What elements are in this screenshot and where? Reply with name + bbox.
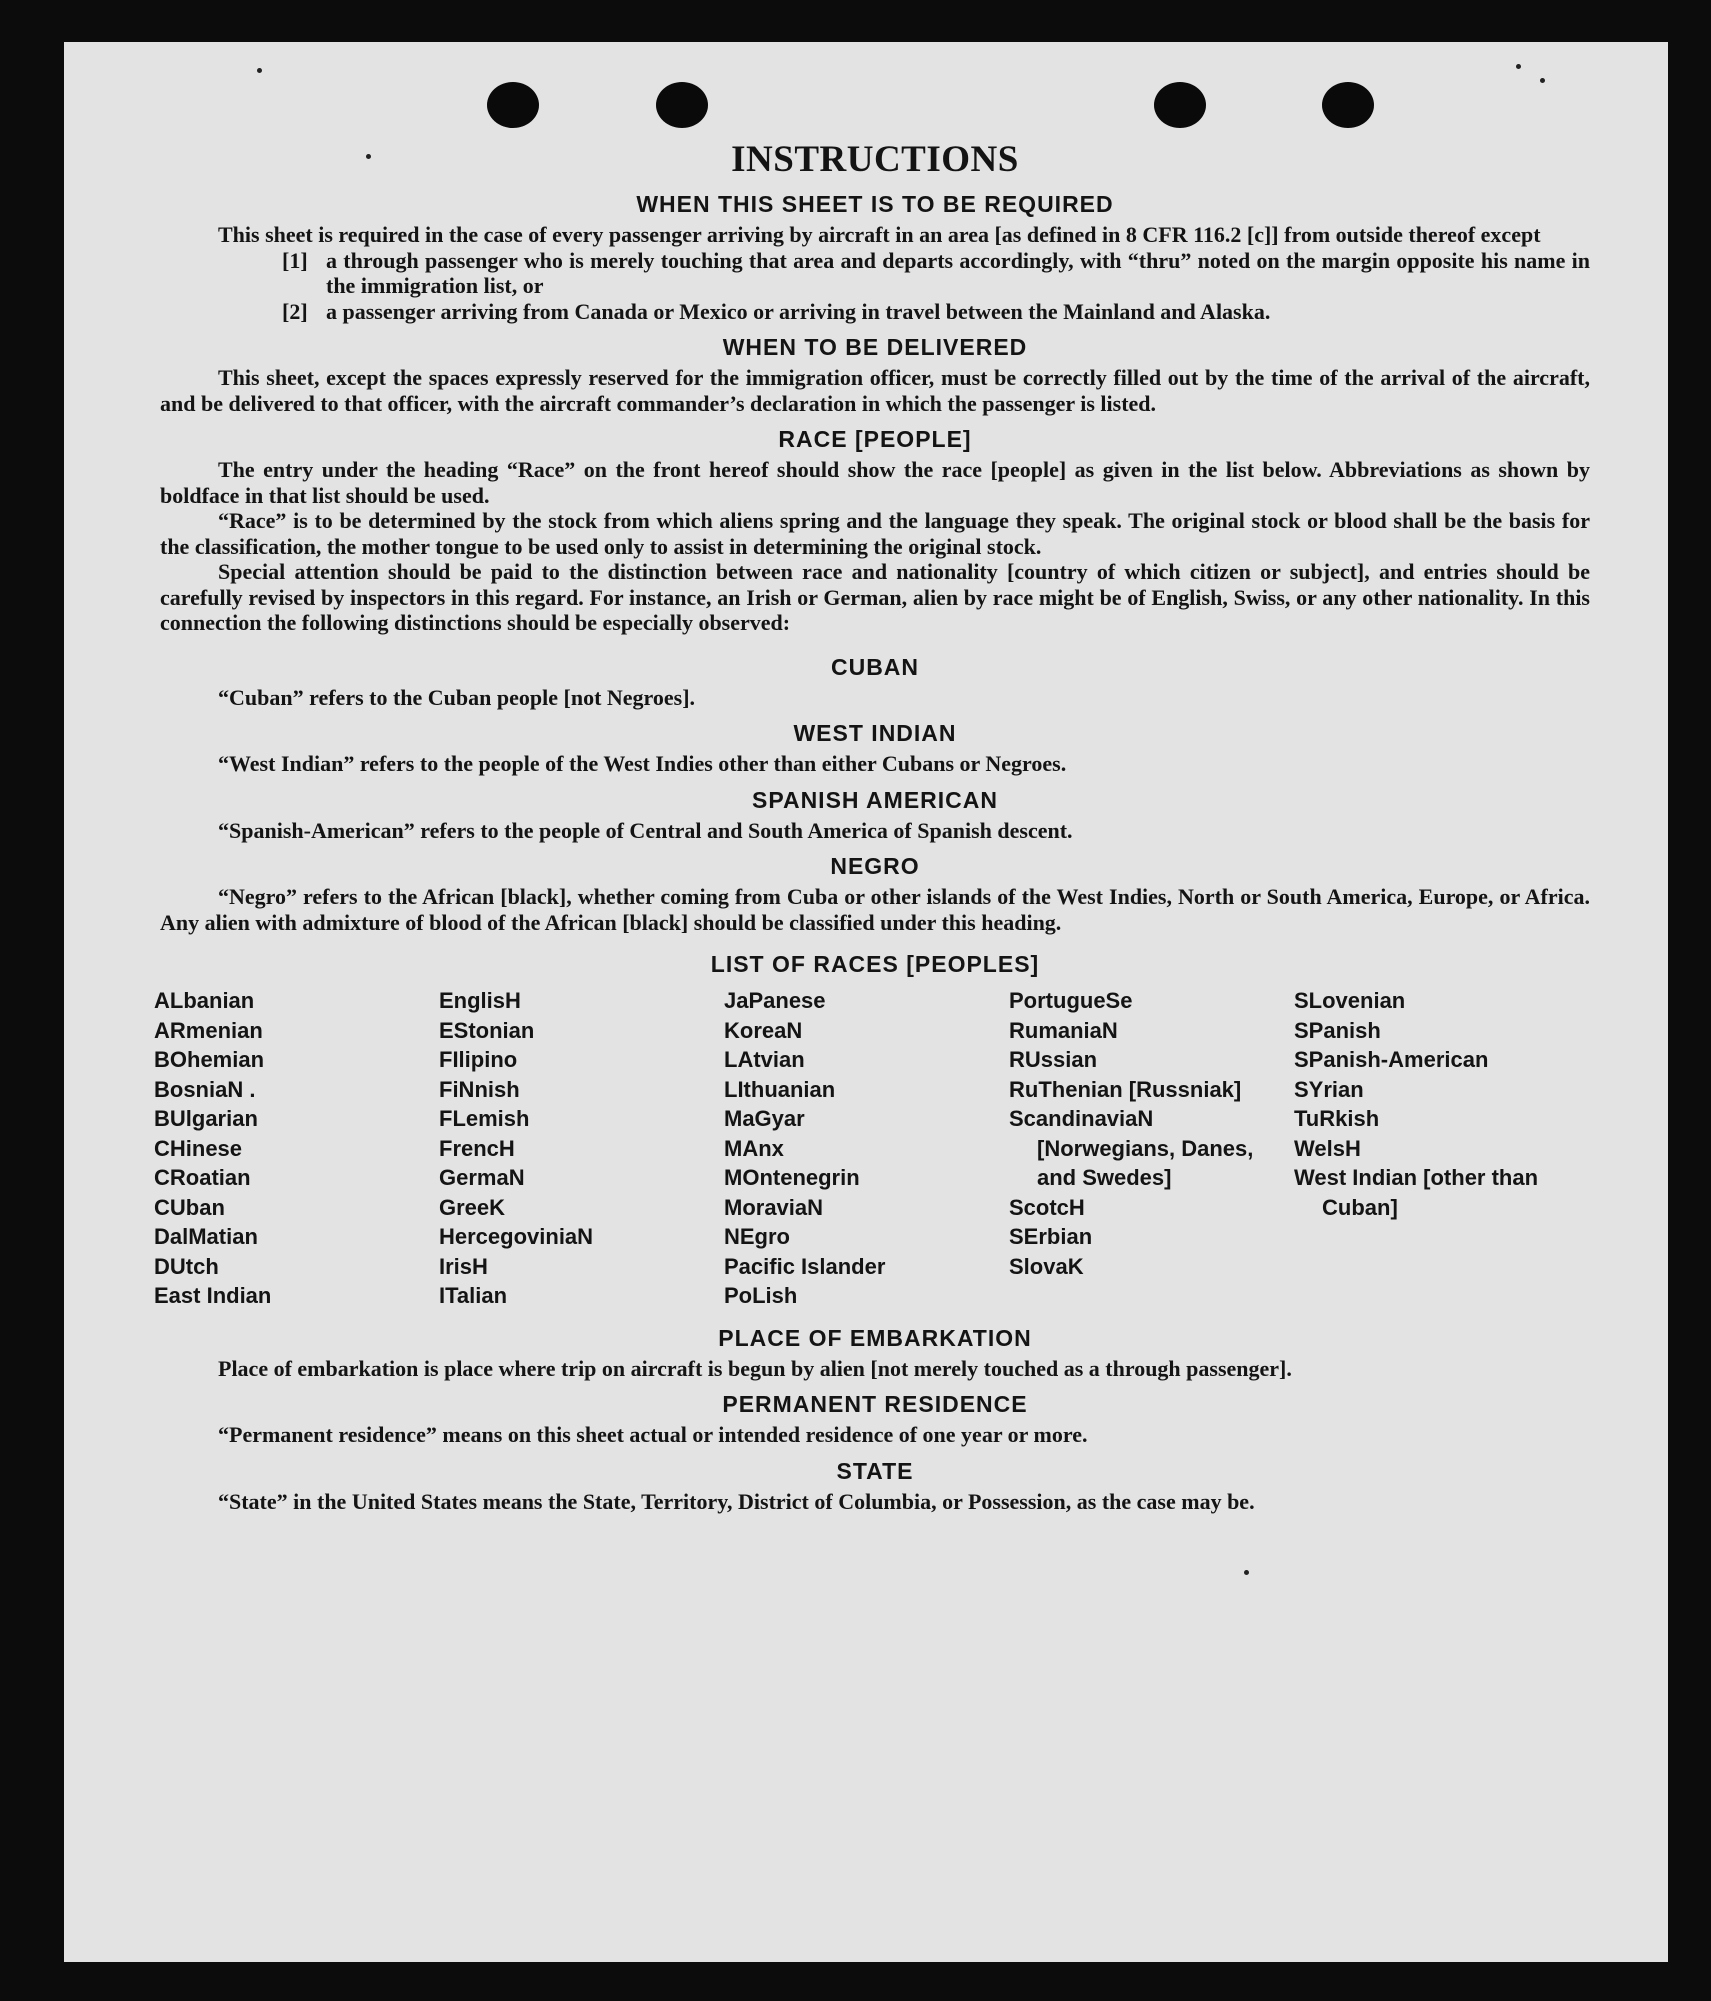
race-item: ScotcH <box>1009 1194 1085 1220</box>
race-item: ARmenian <box>154 1017 263 1043</box>
race-item: SlovaK <box>1009 1253 1084 1279</box>
race-item: NEgro <box>724 1224 790 1249</box>
race-item: SPanish-American <box>1294 1047 1489 1072</box>
delivered-text: This sheet, except the spaces expressly reserved for the immigration officer, must be correctly filled out by the time of the arrival of the aircraft, and be delivered to that officer, with the aircraft commander’s declaration in which the passenger is listed. <box>160 365 1590 416</box>
punch-hole <box>1154 82 1206 128</box>
residence-text: “Permanent residence” means on this sheet actual or intended residence of one year or more. <box>218 1422 1088 1447</box>
race-item: MOntenegrin <box>724 1165 860 1190</box>
west-indian-text: “West Indian” refers to the people of the West Indies other than either Cubans or Negroes. <box>218 751 1067 776</box>
race-paragraph: Special attention should be paid to the distinction between race and nationality [country of which citizen or subject], and entries should be carefully revised by inspectors in this regard. For instance, an Irish or German, alien by race might be of English, Swiss, or any other nationality. In this connection the following distinctions should be especially observed: <box>160 559 1590 635</box>
race-item: MaGyar <box>724 1106 805 1131</box>
race-item: PoLish <box>724 1283 798 1308</box>
race-item: East Indian <box>154 1283 272 1308</box>
race-item: FrencH <box>439 1135 515 1161</box>
race-item: MoraviaN <box>724 1194 824 1220</box>
race-item: FIlipino <box>439 1047 518 1072</box>
race-item: Pacific Islander <box>724 1253 886 1279</box>
race-item: KoreaN <box>724 1017 803 1043</box>
race-item: GermaN <box>439 1165 525 1190</box>
exception-number: [1] <box>282 247 308 273</box>
race-item: SYrian <box>1294 1076 1364 1102</box>
race-column <box>154 986 439 1311</box>
race-item: EStonian <box>439 1017 535 1043</box>
race-item: West Indian [other than Cuban] <box>1294 1165 1539 1220</box>
section-heading-spanish-american: SPANISH AMERICAN <box>751 786 998 813</box>
punch-hole <box>487 82 539 128</box>
section-heading-list: LIST OF RACES [PEOPLES] <box>710 951 1040 977</box>
race-item: LIthuanian <box>724 1076 836 1102</box>
race-item: DalMatian <box>154 1224 258 1249</box>
section-heading-embarkation: PLACE OF EMBARKATION <box>718 1324 1032 1351</box>
exception-item <box>282 299 1590 325</box>
race-item: CRoatian <box>154 1165 251 1190</box>
race-item: EnglisH <box>439 988 521 1013</box>
section-heading-negro: NEGRO <box>830 853 920 879</box>
race-item: ITalian <box>439 1283 508 1308</box>
race-item: FLemish <box>439 1106 530 1131</box>
race-item: CUban <box>154 1194 225 1220</box>
race-column <box>1294 986 1554 1311</box>
section-heading-residence: PERMANENT RESIDENCE <box>722 1391 1028 1417</box>
race-item: GreeK <box>439 1194 506 1220</box>
embarkation-text: Place of embarkation is place where trip on aircraft is begun by alien [not merely touched as a through passenger]. <box>218 1355 1292 1381</box>
speck <box>1540 78 1545 83</box>
speck <box>257 68 262 73</box>
race-item: RUssian <box>1009 1047 1098 1072</box>
race-item: WelsH <box>1294 1135 1361 1161</box>
race-paragraph: “Race” is to be determined by the stock from which aliens spring and the language they speak. The original stock or blood shall be the basis for the classification, the mother tongue to be used only to assist in determining the original stock. <box>160 508 1590 559</box>
punch-hole <box>1322 82 1374 128</box>
race-item: TuRkish <box>1294 1106 1380 1131</box>
race-item: ALbanian <box>154 988 255 1013</box>
race-item: DUtch <box>154 1253 219 1279</box>
cuban-text: “Cuban” refers to the Cuban people [not Negroes]. <box>218 684 696 710</box>
race-item: SErbian <box>1009 1224 1093 1249</box>
exception-item <box>282 248 1590 299</box>
race-item: BOhemian <box>154 1047 265 1072</box>
race-item: LAtvian <box>724 1047 805 1072</box>
race-item: HercegoviniaN <box>439 1224 594 1249</box>
section-heading-west-indian: WEST INDIAN <box>793 720 957 746</box>
section-heading-delivered: WHEN TO BE DELIVERED <box>722 334 1028 360</box>
required-intro: This sheet is required in the case of every passenger arriving by aircraft in an area [as defined in 8 CFR 116.2 [c]] from outside thereof except <box>218 222 1541 247</box>
spanish-american-text: “Spanish-American” refers to the people of Central and South America of Spanish descent. <box>218 817 1073 843</box>
section-heading-state: STATE <box>836 1457 914 1484</box>
section-heading-race: RACE [PEOPLE] <box>778 426 972 452</box>
race-item: RuThenian [Russniak] <box>1009 1076 1242 1102</box>
section-heading-cuban: CUBAN <box>830 653 920 680</box>
race-item: MAnx <box>724 1135 784 1161</box>
race-item: BUlgarian <box>154 1106 258 1131</box>
race-item: ScandinaviaN [Norwegians, Danes, and Swedes] <box>1009 1106 1254 1190</box>
punch-hole <box>656 82 708 128</box>
race-column <box>1009 986 1294 1311</box>
state-text: “State” in the United States means the State, Territory, District of Columbia, or Possession, as the case may be. <box>218 1488 1255 1514</box>
instructions-content <box>154 138 1590 1514</box>
race-item: SPanish <box>1294 1017 1381 1043</box>
race-item: JaPanese <box>724 988 826 1013</box>
race-paragraph: The entry under the heading “Race” on the front hereof should show the race [people] as given in the list below. Abbreviations as shown by boldface in that list should be used. <box>160 457 1590 508</box>
race-column <box>724 986 1009 1311</box>
race-column <box>439 986 724 1311</box>
document-sheet <box>64 42 1668 1962</box>
exception-text: a through passenger who is merely touching that area and departs accordingly, with “thru” noted on the margin opposite his name in the immigration list, or <box>326 247 1590 298</box>
section-heading-required: WHEN THIS SHEET IS TO BE REQUIRED <box>636 191 1114 217</box>
speck <box>1516 64 1521 69</box>
race-item: BosniaN . <box>154 1076 256 1102</box>
negro-text: “Negro” refers to the African [black], whether coming from Cuba or other islands of the West Indies, North or South America, Europe, or Africa. Any alien with admixture of blood of the African [black] should be classified under this heading. <box>160 884 1590 935</box>
race-list <box>154 986 1590 1311</box>
exception-number: [2] <box>282 298 308 324</box>
exception-text: a passenger arriving from Canada or Mexico or arriving in travel between the Mainland and Alaska. <box>326 298 1271 324</box>
race-item: PortugueSe <box>1009 988 1133 1013</box>
page-title: INSTRUCTIONS <box>731 139 1019 180</box>
race-item: RumaniaN <box>1009 1017 1118 1043</box>
race-item: CHinese <box>154 1135 243 1161</box>
race-item: FiNnish <box>439 1076 520 1102</box>
race-item: IrisH <box>439 1253 488 1279</box>
speck <box>1244 1570 1249 1575</box>
race-item: SLovenian <box>1294 988 1406 1013</box>
